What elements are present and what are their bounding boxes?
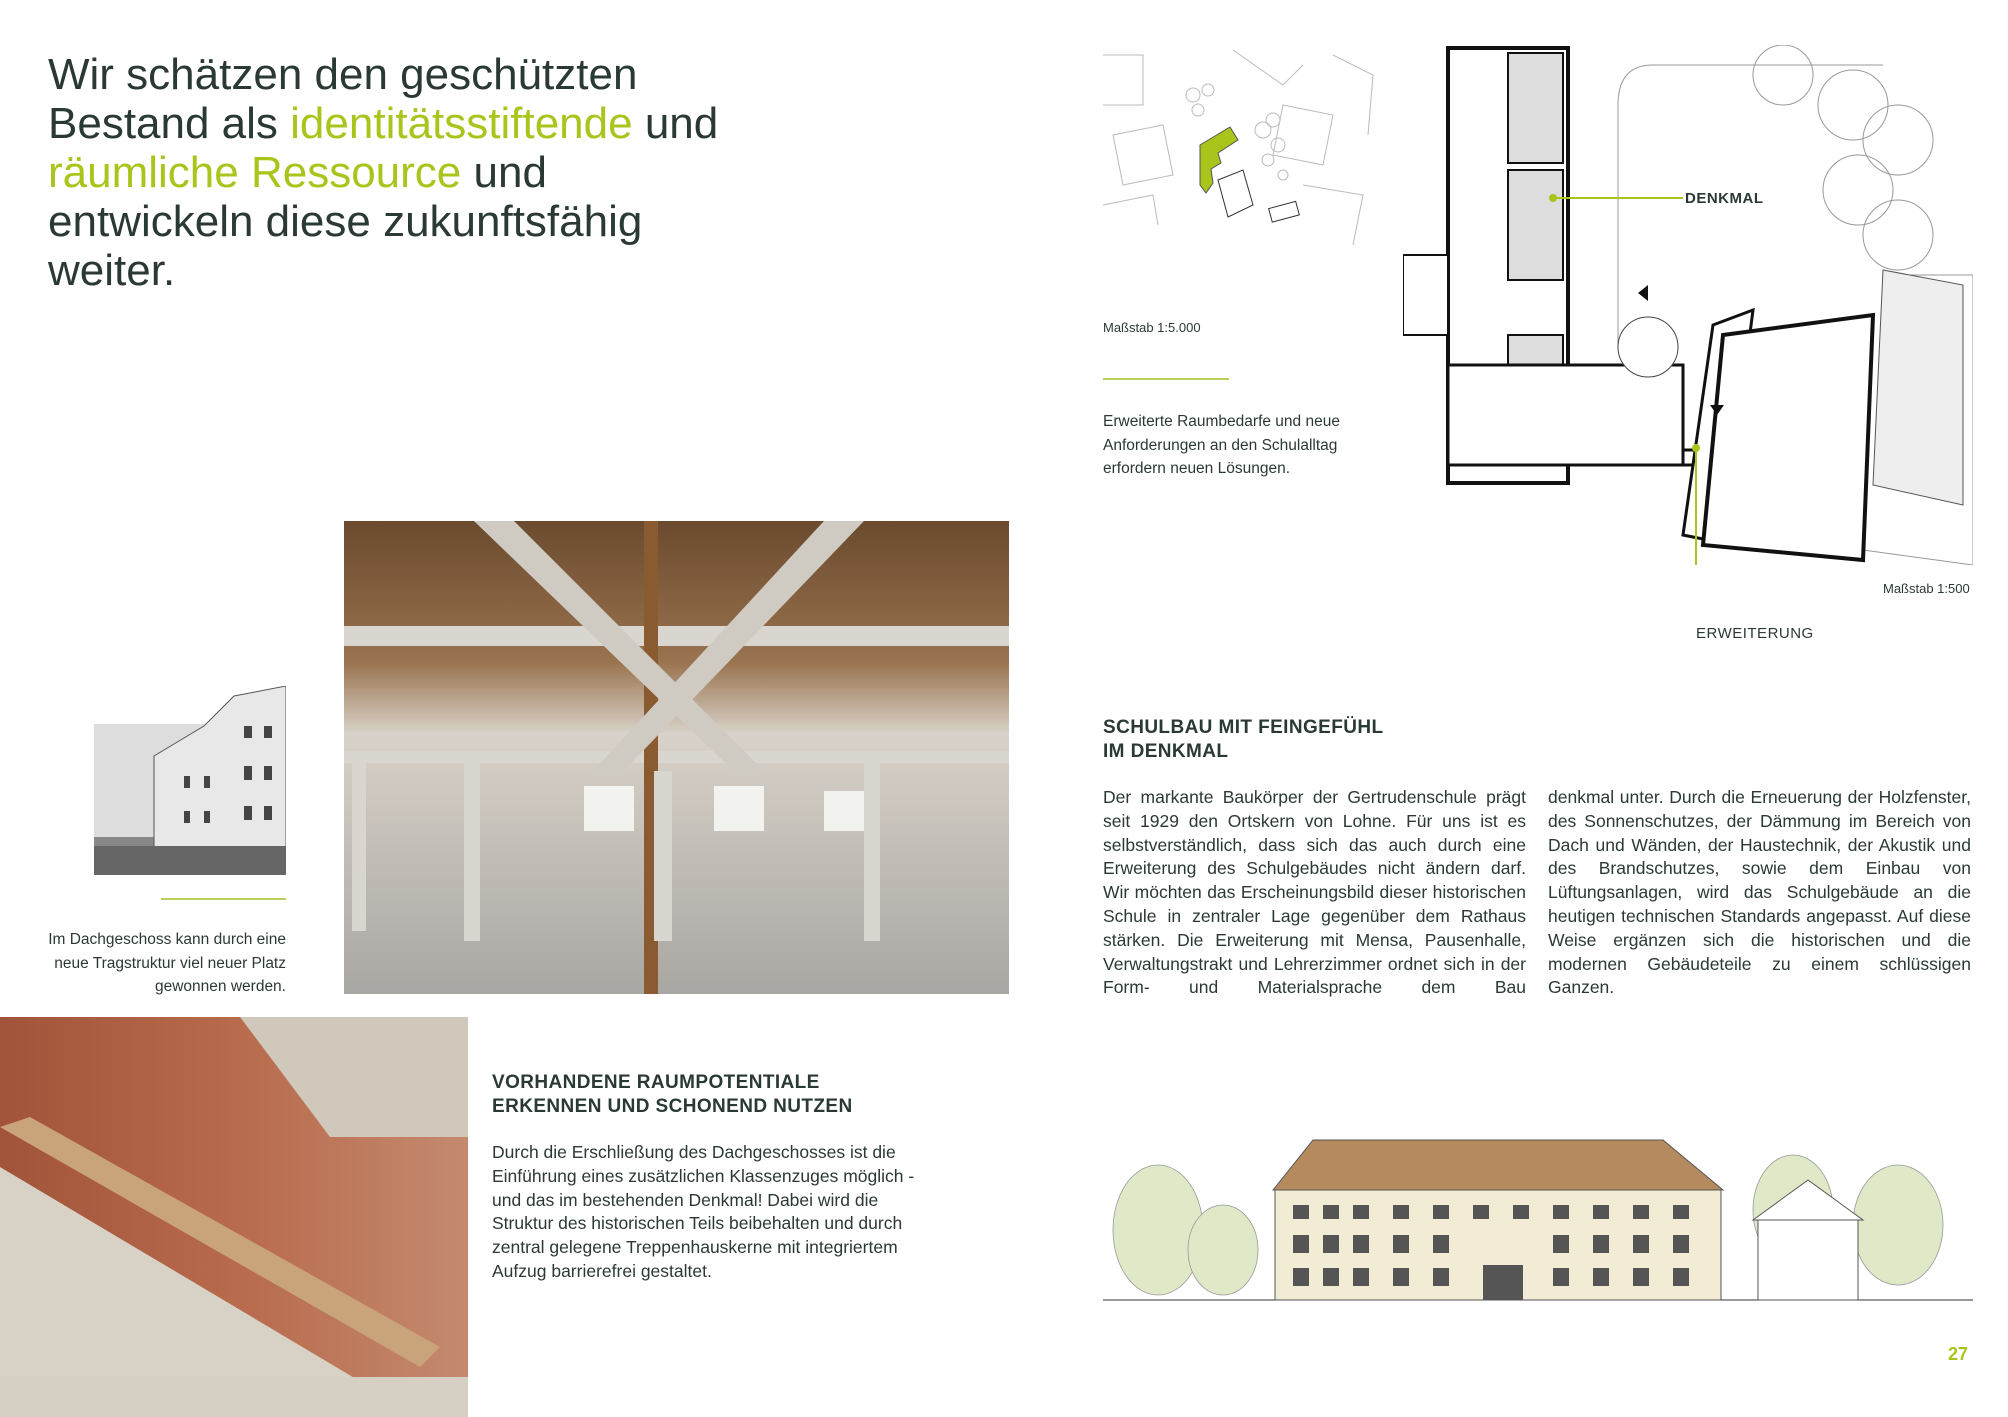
floor-plan-scale: Maßstab 1:500	[1883, 581, 1970, 596]
page-number: 27	[1948, 1344, 1969, 1364]
body-text-col2: denkmal unter. Durch die Erneuerung der Holzfenster, des Sonnenschutzes, der Dämmung im Bereich von Dach und Wänden, der Haustechnik, der Akustik und des Brandschutzes, sowie dem Einbau von Lüftungsanlagen, wird das Schulgebäude an die heutigen technischen Standards angepasst. Auf diese Weise ergänzen sich die historischen und die modernen Gebäudeteile zu einem schlüssigen Ganzen.	[1548, 787, 1971, 998]
historic-school-photo	[94, 686, 286, 875]
plan-caption: Erweiterte Raumbedarfe und neue Anforderungen an den Schulalltag erfordern neuen Lösungen.	[1103, 413, 1340, 477]
attic-interior-photo	[344, 521, 1009, 994]
section-heading: VORHANDENE RAUMPOTENTIALE ERKENNEN UND SCHONEND NUTZEN	[492, 1072, 853, 1117]
floor-plan	[1403, 45, 1973, 565]
site-plan	[1103, 45, 1378, 310]
headline-highlight: räumliche Ressource	[48, 148, 462, 197]
divider	[161, 898, 286, 900]
site-plan-scale: Maßstab 1:5.000	[1103, 320, 1201, 335]
body-text: Durch die Erschließung des Dachgeschosses ist die Einführung eines zusätzlichen Klassenzuges möglich - und das im bestehenden Denkmal! Dabei wird die Struktur des historischen Teils beibehalten und durch zentral gelegene Treppenhauskerne mit integriertem Aufzug barrierefrei gestaltet.	[492, 1142, 915, 1281]
headline-highlight: identitätsstiftende	[290, 99, 633, 148]
headline: Wir schätzen den geschützten Bestand als identitätsstiftende und räumliche Ressource und entwickeln diese zukunftsfähig weiter.	[48, 50, 719, 295]
school-elevation	[1103, 1130, 1973, 1305]
body-text-col1: Der markante Baukörper der Gertrudenschule prägt seit 1929 den Ortskern von Lohne. Für uns ist es selbstverständlich, dass sich das auch durch eine Erweiterung des Schulgebäudes nicht ändern darf. Wir möchten das Erscheinungsbild dieser historischen Schule in zentraler Lage gegenüber dem Rathaus stärken. Die Erweiterung mit Mensa, Pausenhalle, Verwaltungstrakt und Lehrerzimmer ordnet sich in der Form- und Materialsprache dem Bau	[1103, 787, 1526, 998]
label-erweiterung: ERWEITERUNG	[1696, 625, 1814, 642]
photo-caption: Im Dachgeschoss kann durch eine neue Tragstruktur viel neuer Platz gewonnen werden.	[48, 931, 286, 995]
staircase-photo	[0, 1017, 468, 1417]
divider	[1103, 378, 1229, 380]
label-denkmal: DENKMAL	[1685, 190, 1764, 207]
section-heading: SCHULBAU MIT FEINGEFÜHL IM DENKMAL	[1103, 717, 1384, 762]
